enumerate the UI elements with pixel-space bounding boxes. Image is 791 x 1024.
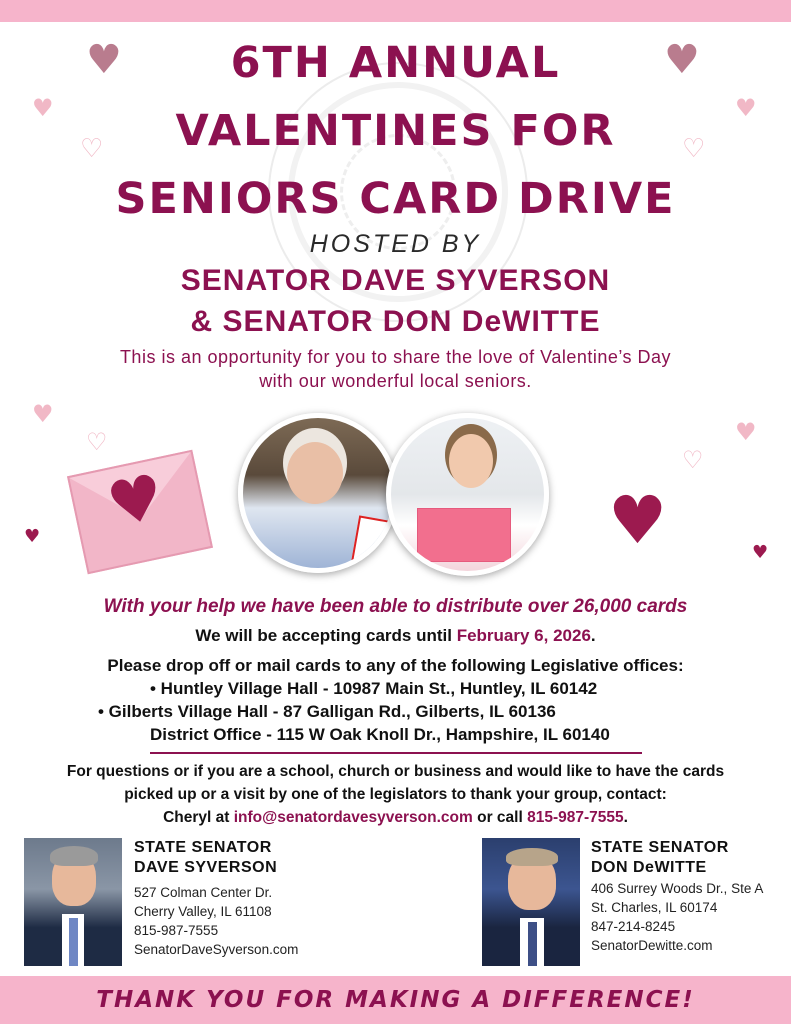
heart-icon: ♥: [24, 526, 41, 547]
contact-or-call: or call: [472, 809, 528, 826]
senator-right-address-1: 406 Surrey Woods Dr., Ste A: [591, 881, 764, 896]
heart-icon: ♥: [32, 400, 54, 428]
deadline-date: February 6, 2026: [456, 626, 591, 645]
accept-deadline: [0, 626, 791, 646]
valentine-card-image: [351, 515, 392, 566]
intro-line-2: with our wonderful local seniors.: [259, 371, 532, 391]
heart-outline-icon: ♡: [86, 428, 108, 456]
senator-left-title-2: DAVE SYVERSON: [134, 859, 278, 876]
photo-face: [449, 434, 493, 488]
questions-line-1: For questions or if you are a school, church or business and would like to have the cards: [66, 763, 725, 780]
accept-suffix: .: [590, 626, 596, 645]
help-text: With your help we have been able to distribute over 26,000 cards: [103, 596, 688, 617]
heart-icon: ♥: [735, 94, 757, 122]
senator-syverson-portrait: [24, 838, 122, 966]
heart-outline-icon: ♡: [80, 134, 104, 164]
location-item: • Huntley Village Hall - 10987 Main St., Huntley, IL 60142: [150, 679, 598, 698]
heart-icon: ♥: [752, 542, 769, 563]
heart-icon: ♥: [664, 37, 700, 83]
hosted-by: HOSTED BY: [309, 230, 482, 258]
contact-email-link[interactable]: info@senatordavesyverson.com: [233, 809, 473, 826]
senator-name-2: & SENATOR DON DeWITTE: [190, 305, 601, 338]
girl-with-card-photo: [386, 413, 549, 576]
senator-left-title: [134, 838, 277, 878]
intro-line-1: This is an opportunity for you to share the love of Valentine’s Day: [119, 347, 672, 367]
intro-text: [60, 345, 731, 393]
title-line-3: SENIORS CARD DRIVE: [115, 174, 676, 224]
top-band: [0, 0, 791, 22]
senator-right-title: [591, 838, 729, 878]
footer-band: [0, 976, 791, 1024]
location-item: • Gilberts Village Hall - 87 Galligan Rd., Gilberts, IL 60136: [98, 702, 556, 721]
contact-name: Cheryl at: [163, 809, 234, 826]
senator-right-title-2: DON DeWITTE: [591, 859, 707, 876]
senator-left-phone: 815-987-7555: [134, 923, 219, 938]
questions-text: [20, 760, 771, 829]
divider: [150, 752, 642, 754]
senator-right-info: [591, 879, 763, 955]
questions-line-3: [20, 806, 771, 829]
senior-woman-photo: [238, 413, 398, 573]
title-line-1: 6TH ANNUAL: [230, 38, 561, 88]
heart-icon: ♥: [735, 418, 757, 446]
footer-thank-you: THANK YOU FOR MAKING A DIFFERENCE!: [96, 987, 695, 1013]
pink-card-image: [417, 508, 511, 562]
heart-icon: ♥: [32, 94, 54, 122]
heart-outline-icon: ♡: [682, 446, 704, 474]
senator-right-phone: 847-214-8245: [591, 919, 676, 934]
heart-icon: ♥: [608, 482, 668, 559]
photo-face: [287, 442, 343, 504]
senator-dewitte-portrait: [482, 838, 580, 966]
contact-suffix: .: [623, 809, 628, 826]
senator-left-info: [134, 883, 298, 959]
questions-line-2: picked up or a visit by one of the legislators to thank your group, contact:: [124, 786, 667, 803]
portrait-hair: [506, 848, 558, 866]
heart-icon: ♥: [86, 37, 122, 83]
contact-phone-link[interactable]: 815-987-7555: [527, 809, 624, 826]
heart-outline-icon: ♡: [682, 134, 706, 164]
senator-left-address-1: 527 Colman Center Dr.: [134, 885, 273, 900]
title-line-2: VALENTINES FOR: [175, 106, 616, 156]
senator-name-1: SENATOR DAVE SYVERSON: [180, 264, 611, 297]
senator-right-website[interactable]: SenatorDewitte.com: [591, 938, 713, 953]
senator-left-title-1: STATE SENATOR: [134, 839, 272, 856]
accept-prefix: We will be accepting cards until: [195, 626, 457, 645]
portrait-hair: [50, 846, 98, 866]
portrait-tie: [528, 922, 537, 966]
senator-left-address-2: Cherry Valley, IL 61108: [134, 904, 272, 919]
senator-left-website[interactable]: SenatorDaveSyverson.com: [134, 942, 299, 957]
senator-right-title-1: STATE SENATOR: [591, 839, 729, 856]
drop-off-text: Please drop off or mail cards to any of the following Legislative offices:: [107, 656, 684, 675]
location-item: District Office - 115 W Oak Knoll Dr., Hampshire, IL 60140: [150, 725, 610, 744]
senator-right-address-2: St. Charles, IL 60174: [591, 900, 718, 915]
heart-icon: ♥: [100, 459, 171, 542]
portrait-tie: [69, 918, 78, 966]
